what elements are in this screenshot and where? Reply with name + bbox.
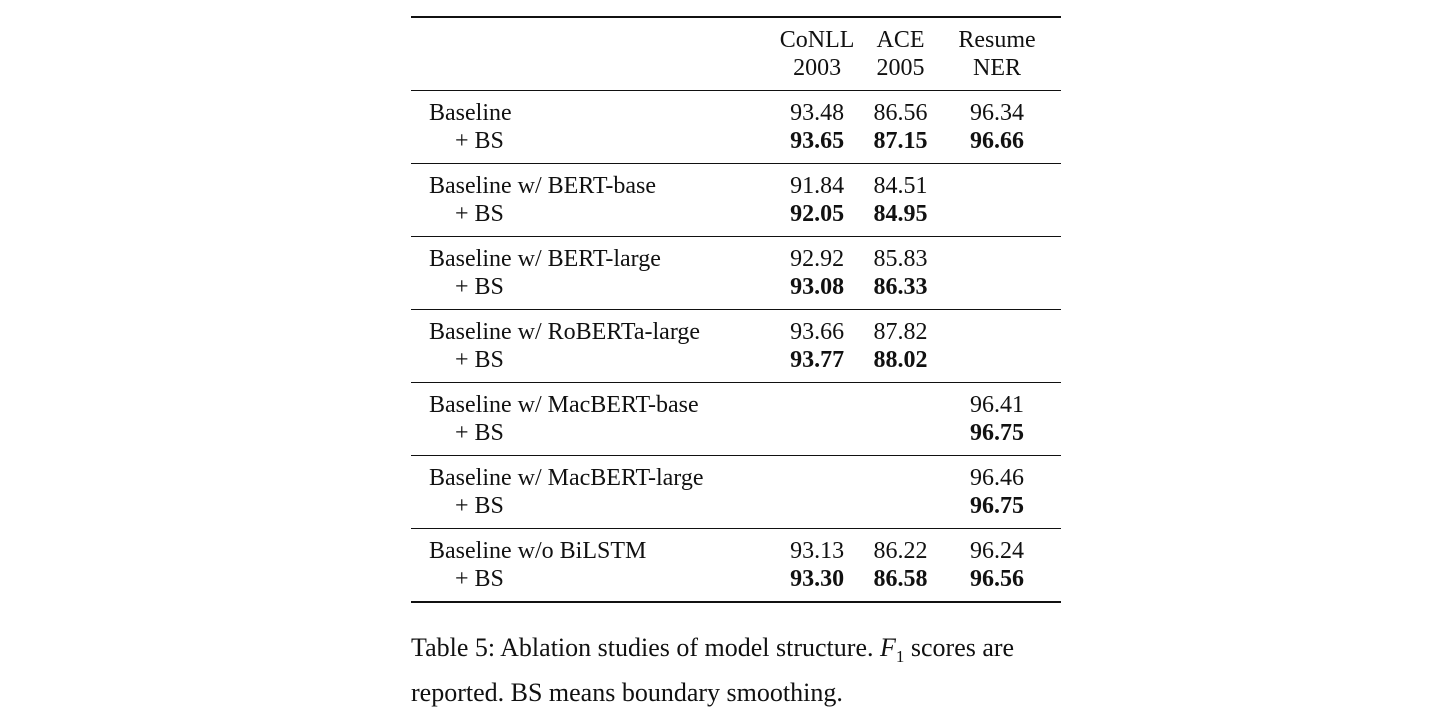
- score-cell-bold: 96.75: [970, 420, 1025, 446]
- score-cell-bold: 86.58: [873, 566, 928, 592]
- score-cell: [766, 456, 868, 493]
- table-row: [411, 273, 1061, 310]
- model-name: Baseline: [429, 100, 512, 126]
- header-conll-line2: 2003: [793, 55, 842, 81]
- score-cell: [933, 164, 1061, 201]
- score-cell-bold: 93.65: [790, 128, 845, 154]
- row-group-wo-bilstm: [411, 529, 1061, 603]
- results-table-container: [411, 16, 1061, 603]
- score-cell-bold: 86.33: [873, 274, 928, 300]
- f1-subscript: 1: [895, 647, 905, 667]
- score-cell: 96.24: [970, 538, 1025, 564]
- score-cell: 96.46: [970, 465, 1025, 491]
- model-name: Baseline w/ MacBERT-large: [429, 465, 704, 491]
- score-cell-bold: [868, 492, 933, 529]
- header-conll: [766, 17, 868, 91]
- score-cell-bold: [766, 492, 868, 529]
- row-group-macbert-base: [411, 383, 1061, 456]
- score-cell: 96.41: [970, 392, 1025, 418]
- f1-letter: F: [879, 633, 896, 662]
- score-cell-bold: 92.05: [790, 201, 845, 227]
- header-ace-line1: ACE: [876, 27, 925, 53]
- model-name: Baseline w/ BERT-large: [429, 246, 661, 272]
- score-cell: 85.83: [873, 246, 928, 272]
- model-name: Baseline w/o BiLSTM: [429, 538, 647, 564]
- table-row: [411, 200, 1061, 237]
- score-cell: [868, 383, 933, 420]
- header-resume-line1: Resume: [958, 27, 1036, 53]
- bs-label: + BS: [455, 566, 504, 592]
- score-cell-bold: [933, 200, 1061, 237]
- row-group-bert-base: [411, 164, 1061, 237]
- score-cell-bold: 93.30: [790, 566, 845, 592]
- header-row: [411, 17, 1061, 91]
- table-row: [411, 127, 1061, 164]
- caption-prefix: Table 5: Ablation studies of model structure.: [411, 633, 880, 662]
- score-cell-bold: 96.56: [970, 566, 1025, 592]
- score-cell: 92.92: [790, 246, 845, 272]
- results-table: [411, 16, 1061, 603]
- table-row: [411, 310, 1061, 347]
- score-cell-bold: 88.02: [873, 347, 928, 373]
- bs-label: + BS: [455, 347, 504, 373]
- score-cell-bold: 93.08: [790, 274, 845, 300]
- header-conll-line1: CoNLL: [779, 27, 855, 53]
- table-row: [411, 346, 1061, 383]
- table-caption: [411, 630, 1051, 711]
- score-cell: 93.66: [790, 319, 845, 345]
- table-header: [411, 17, 1061, 91]
- bs-label: + BS: [455, 420, 504, 446]
- table-row: [411, 456, 1061, 493]
- score-cell: 93.48: [790, 100, 845, 126]
- score-cell-bold: 96.75: [970, 493, 1025, 519]
- score-cell-bold: 96.66: [970, 128, 1025, 154]
- table-row: [411, 419, 1061, 456]
- score-cell: 87.82: [873, 319, 928, 345]
- table-row: [411, 565, 1061, 602]
- header-model-column: [411, 17, 766, 91]
- table-row: [411, 91, 1061, 128]
- model-name: Baseline w/ MacBERT-base: [429, 392, 699, 418]
- table-row: [411, 383, 1061, 420]
- f1-symbol: [879, 633, 905, 667]
- score-cell: 84.51: [873, 173, 928, 199]
- model-name: Baseline w/ BERT-base: [429, 173, 656, 199]
- header-ace-line2: 2005: [876, 55, 925, 81]
- score-cell: 86.56: [873, 100, 928, 126]
- bs-label: + BS: [455, 493, 504, 519]
- score-cell-bold: 84.95: [873, 201, 928, 227]
- score-cell: 86.22: [873, 538, 928, 564]
- score-cell-bold: [868, 419, 933, 456]
- bs-label: + BS: [455, 128, 504, 154]
- score-cell-bold: 87.15: [873, 128, 928, 154]
- caption-suffix: scores are reported. BS means boundary smoothing.: [411, 633, 1015, 708]
- table-row: [411, 529, 1061, 566]
- header-resume-line2: NER: [973, 55, 1022, 81]
- table-row: [411, 492, 1061, 529]
- score-cell: [766, 383, 868, 420]
- score-cell-bold: [766, 419, 868, 456]
- row-group-baseline: [411, 91, 1061, 164]
- model-name: Baseline w/ RoBERTa-large: [429, 319, 701, 345]
- score-cell-bold: [933, 346, 1061, 383]
- score-cell: [868, 456, 933, 493]
- score-cell: 96.34: [970, 100, 1025, 126]
- row-group-macbert-large: [411, 456, 1061, 529]
- bs-label: + BS: [455, 274, 504, 300]
- table-row: [411, 164, 1061, 201]
- header-ace: [868, 17, 933, 91]
- score-cell-bold: [933, 273, 1061, 310]
- row-group-roberta-large: [411, 310, 1061, 383]
- score-cell: 93.13: [790, 538, 845, 564]
- header-resume: [933, 17, 1061, 91]
- score-cell: [933, 237, 1061, 274]
- score-cell: 91.84: [790, 173, 845, 199]
- row-group-bert-large: [411, 237, 1061, 310]
- score-cell-bold: 93.77: [790, 347, 845, 373]
- table-row: [411, 237, 1061, 274]
- score-cell: [933, 310, 1061, 347]
- bs-label: + BS: [455, 201, 504, 227]
